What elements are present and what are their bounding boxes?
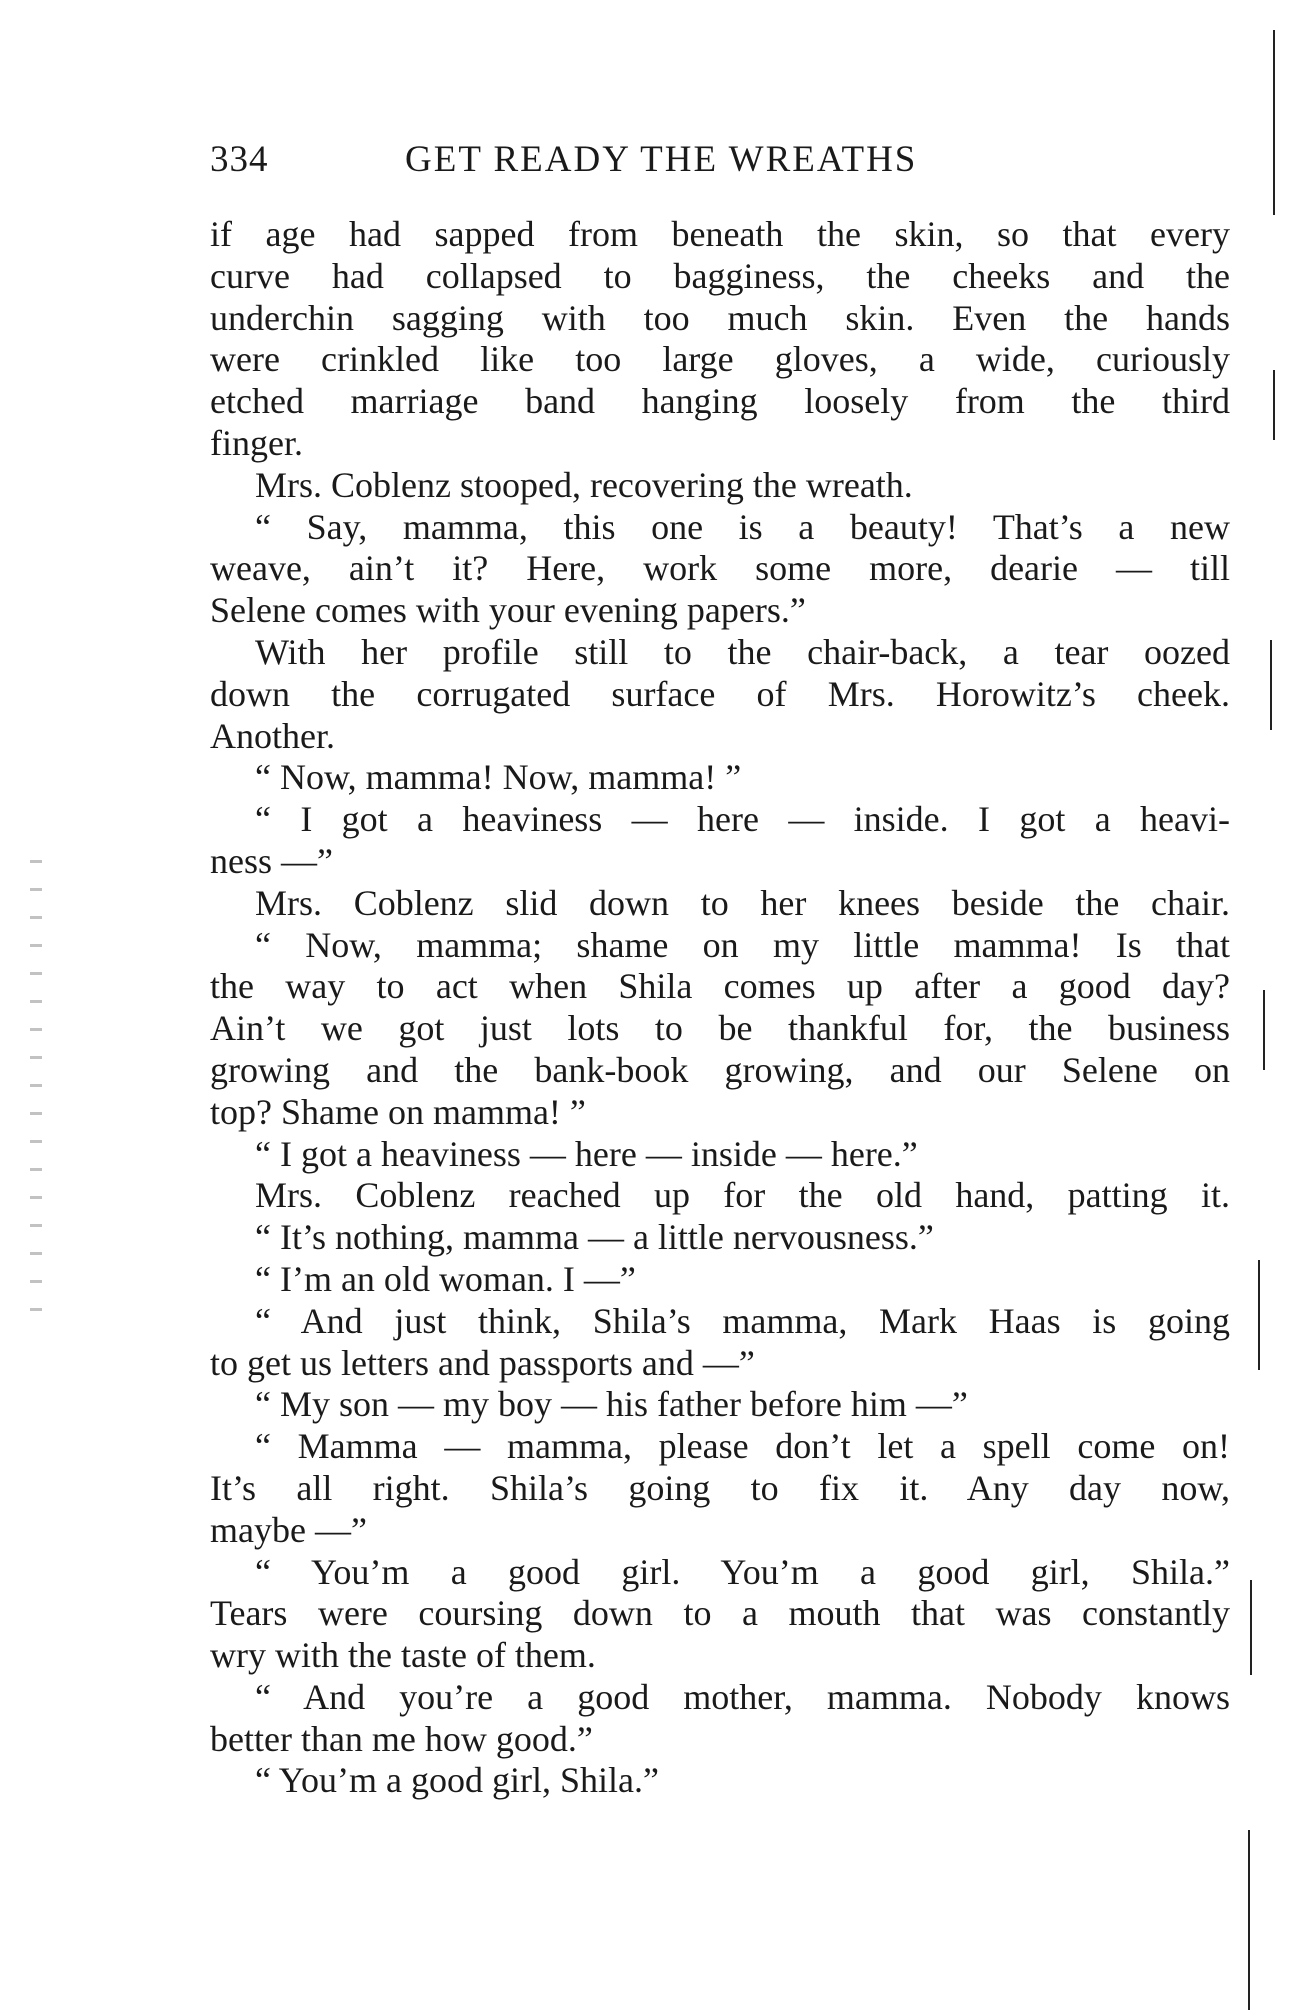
scan-edge-line — [1273, 370, 1275, 440]
text-line: “ It’s nothing, mamma — a little nervousness.” — [255, 1217, 934, 1258]
scan-edge-line — [1263, 990, 1265, 1070]
scan-edge-line — [1250, 1580, 1252, 1675]
page-number: 334 — [210, 139, 269, 180]
scan-edge-line — [1270, 640, 1272, 730]
scan-edge-line — [1258, 1260, 1260, 1370]
text-line: “ Say, mamma, this one is a beauty! That’s a new — [255, 506, 1230, 547]
text-line: “ I got a heaviness — here — inside — here.” — [255, 1133, 918, 1174]
gutter-marks — [30, 860, 42, 1330]
text-line: were crinkled like too large gloves, a wide, curiously — [210, 339, 1230, 380]
text-line: better than me how good.” — [210, 1718, 593, 1759]
text-line: finger. — [210, 422, 303, 463]
running-title: GET READY THE WREATHS — [405, 139, 918, 180]
text-line: “ You’m a good girl. You’m a good girl, Shila.” — [255, 1551, 1230, 1592]
text-line: etched marriage band hanging loosely from the third — [210, 381, 1230, 422]
text-line: Another. — [210, 715, 335, 756]
text-line: maybe —” — [210, 1509, 367, 1550]
text-line: “ And you’re a good mother, mamma. Nobody knows — [255, 1676, 1230, 1717]
text-line: Mrs. Coblenz reached up for the old hand, patting it. — [255, 1175, 1230, 1216]
text-line: the way to act when Shila comes up after a good day? — [210, 966, 1230, 1007]
scan-edge-line — [1248, 1830, 1250, 2010]
text-line: “ Mamma — mamma, please don’t let a spell come on! — [255, 1426, 1230, 1467]
page-header — [210, 138, 1050, 188]
text-line: “ My son — my boy — his father before him —” — [255, 1384, 968, 1425]
text-line: With her profile still to the chair-back, a tear oozed — [255, 631, 1230, 672]
text-line: Mrs. Coblenz stooped, recovering the wreath. — [255, 464, 913, 505]
text-line: “ Now, mamma; shame on my little mamma! Is that — [255, 924, 1230, 965]
text-line: top? Shame on mamma! ” — [210, 1091, 586, 1132]
scan-edge-line — [1273, 30, 1275, 215]
text-line: to get us letters and passports and —” — [210, 1342, 755, 1383]
text-line: Ain’t we got just lots to be thankful for, the business — [210, 1008, 1230, 1049]
body-text — [210, 214, 1230, 1802]
text-line: Tears were coursing down to a mouth that was constantly — [210, 1593, 1230, 1634]
text-line: “ And just think, Shila’s mamma, Mark Haas is going — [255, 1300, 1230, 1341]
text-line: Mrs. Coblenz slid down to her knees beside the chair. — [255, 882, 1230, 923]
text-line: It’s all right. Shila’s going to fix it. Any day now, — [210, 1467, 1230, 1508]
text-line: if age had sapped from beneath the skin, so that every — [210, 214, 1230, 254]
text-line: ness —” — [210, 840, 333, 881]
text-line: curve had collapsed to bagginess, the cheeks and the — [210, 255, 1230, 296]
text-line: “ I got a heaviness — here — inside. I got a heavi- — [255, 799, 1230, 840]
text-line: weave, ain’t it? Here, work some more, dearie — till — [210, 548, 1230, 589]
text-line: “ I’m an old woman. I —” — [255, 1258, 636, 1299]
text-line: “ You’m a good girl, Shila.” — [255, 1760, 659, 1801]
text-line: growing and the bank-book growing, and our Selene on — [210, 1049, 1230, 1090]
text-line: Selene comes with your evening papers.” — [210, 590, 806, 631]
text-line: underchin sagging with too much skin. Even the hands — [210, 297, 1230, 338]
text-line: down the corrugated surface of Mrs. Horowitz’s cheek. — [210, 673, 1230, 714]
text-line: wry with the taste of them. — [210, 1635, 596, 1676]
text-line: “ Now, mamma! Now, mamma! ” — [255, 757, 742, 798]
